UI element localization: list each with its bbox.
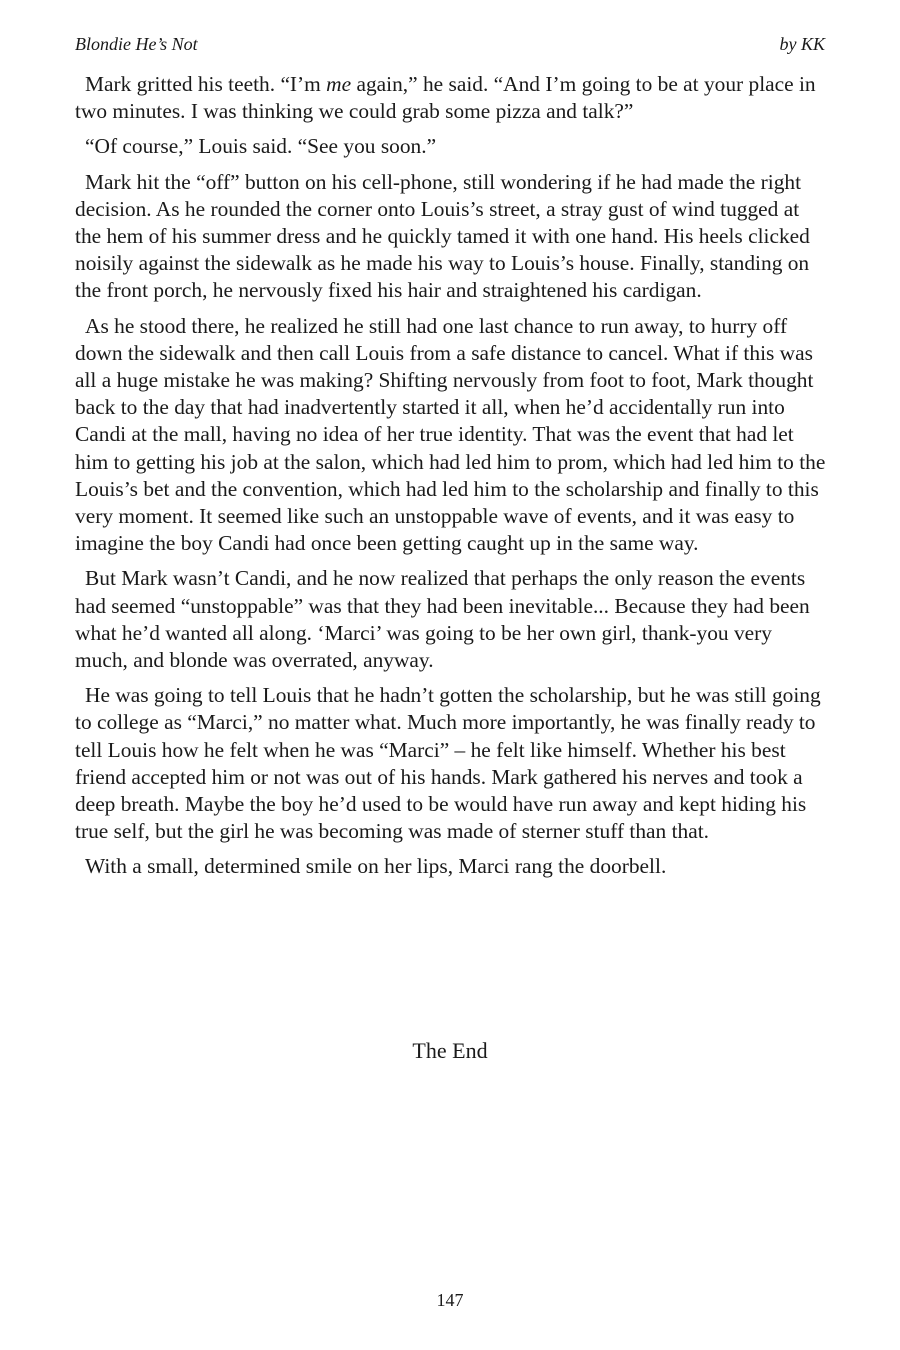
- emphasized-word: me: [326, 72, 352, 96]
- paragraph: He was going to tell Louis that he hadn’t gotten the scholarship, but he was still going to college as “Marci,” no matter what. Much more importantly, he was finally ready to tell Louis how he felt when he was “Marci” – he felt like himself. Whether his best friend accepted him or not was out of his hands. Mark gathered his nerves and took a deep breath. Maybe the boy he’d used to be would have run away and kept hiding his true self, but the girl he was becoming was made of sterner stuff than that.: [75, 683, 821, 844]
- paragraph: As he stood there, he realized he still had one last chance to run away, to hurry off down the sidewalk and then call Louis from a safe distance to cancel. What if this was all a huge mistake he was making? Shifting nervously from foot to foot, Mark thought back to the day that had inadvertently started it all, when he’d accidentally run into Candi at the mall, having no idea of her true identity. That was the event that had let him to getting his job at the salon, which had led him to prom, which had led him to the Louis’s bet and the convention, which had led him to the scholarship and finally to this very moment. It seemed like such an unstoppable wave of events, and it was easy to imagine the boy Candi had once been getting caught up in the same way.: [75, 313, 826, 556]
- paragraph: But Mark wasn’t Candi, and he now realized that perhaps the only reason the events had seemed “unstoppable” was that they had been inevitable... Because they had been what he’d wanted all along. ‘Marci’ was going to be her own girl, thank-you very much, and blonde was overrated, anyway.: [75, 566, 810, 673]
- page-number: 147: [436, 1290, 464, 1310]
- paragraph: “Of course,” Louis said. “See you soon.”: [85, 134, 437, 159]
- paragraph: With a small, determined smile on her lips, Marci rang the doorbell.: [85, 854, 667, 879]
- running-header: [75, 34, 825, 58]
- author-byline: by KK: [779, 34, 825, 54]
- book-title: Blondie He’s Not: [75, 34, 198, 54]
- paragraph: [75, 71, 827, 125]
- paragraph-text-start: Mark gritted his teeth. “I’m: [85, 72, 327, 96]
- the-end-heading: The End: [412, 1038, 488, 1063]
- paragraph-text-end: again,” he said. “And I’m going to be at your place in two minutes. I was thinking we could grab some pizza and talk?”: [75, 72, 816, 124]
- paragraph: Mark hit the “off” button on his cell-phone, still wondering if he had made the right decision. As he rounded the corner onto Louis’s street, a stray gust of wind tugged at the hem of his summer dress and he quickly tamed it with one hand. His heels clicked noisily against the sidewalk as he made his way to Louis’s house. Finally, standing on the front porch, he nervously fixed his hair and straightened his cardigan.: [75, 169, 810, 303]
- story-body: [75, 71, 827, 889]
